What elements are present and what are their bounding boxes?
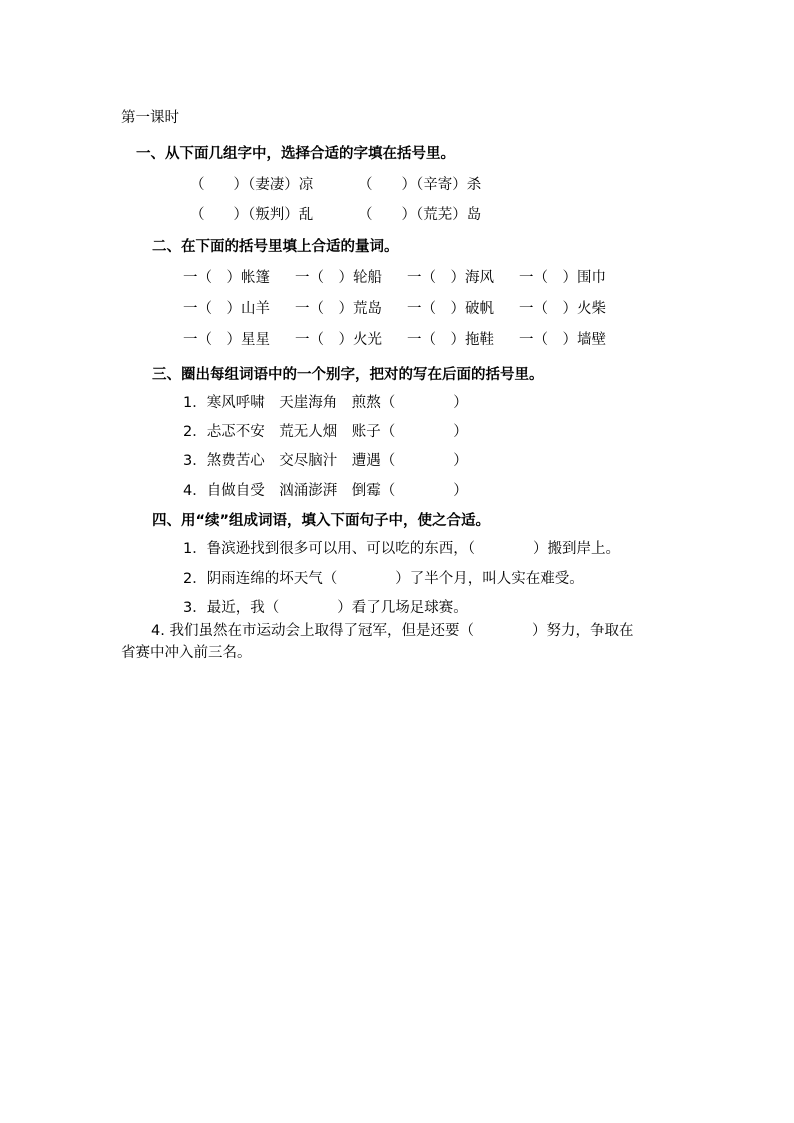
s2-row-1-item-1: 一（ ）帐篷 (183, 270, 270, 286)
s3-item-2: 2．忐忑不安 荒无人烟 账子（ ） (183, 424, 468, 440)
section-4-heading: 四、用“续”组成词语，填入下面句子中，使之合适。 (152, 513, 491, 529)
s2-row-1-item-3: 一（ ）海风 (407, 270, 494, 286)
s2-row-2-item-1: 一（ ）山羊 (183, 301, 270, 317)
page-title: 第一课时 (121, 110, 179, 126)
s1-row-2-item-1: （ ）（叛判）乱 (190, 207, 314, 223)
s2-row-3-item-1: 一（ ）星星 (183, 332, 270, 348)
s3-item-3: 3．煞费苦心 交尽脑汁 遭遇（ ） (183, 453, 468, 469)
s4-item-4-line-1: 4. 我们虽然在市运动会上取得了冠军，但是还要（ ）努力，争取在 (151, 623, 634, 639)
s1-row-1-item-1: （ ）（妻凄）凉 (190, 177, 314, 193)
s2-row-2-item-3: 一（ ）破帆 (407, 301, 494, 317)
s2-row-3-item-4: 一（ ）墙壁 (519, 332, 606, 348)
section-3-heading: 三、圈出每组词语中的一个别字，把对的写在后面的括号里。 (152, 367, 544, 383)
s2-row-3-item-2: 一（ ）火光 (295, 332, 382, 348)
s4-item-1: 1．鲁滨逊找到很多可以用、可以吃的东西，（ ）搬到岸上。 (183, 541, 620, 557)
s2-row-1-item-4: 一（ ）围巾 (519, 270, 606, 286)
s4-item-3: 3．最近，我（ ）看了几场足球赛。 (183, 600, 468, 616)
s1-row-2-item-2: （ ）（荒芜）岛 (358, 207, 482, 223)
s2-row-1-item-2: 一（ ）轮船 (295, 270, 382, 286)
s1-row-1-item-2: （ ）（辛寄）杀 (358, 177, 482, 193)
s2-row-2-item-2: 一（ ）荒岛 (295, 301, 382, 317)
s2-row-3-item-3: 一（ ）拖鞋 (407, 332, 494, 348)
section-2-heading: 二、在下面的括号里填上合适的量词。 (152, 239, 399, 255)
s2-row-2-item-4: 一（ ）火柴 (519, 301, 606, 317)
s3-item-4: 4．自做自受 汹涌澎湃 倒霉（ ） (183, 483, 468, 499)
section-1-heading: 一、从下面几组字中，选择合适的字填在括号里。 (136, 146, 455, 162)
s4-item-2: 2．阴雨连绵的坏天气（ ）了半个月，叫人实在难受。 (183, 571, 584, 587)
s3-item-1: 1．寒风呼啸 天崖海角 煎熬（ ） (183, 395, 468, 411)
s4-item-4-line-2: 省赛中冲入前三名。 (121, 645, 252, 661)
